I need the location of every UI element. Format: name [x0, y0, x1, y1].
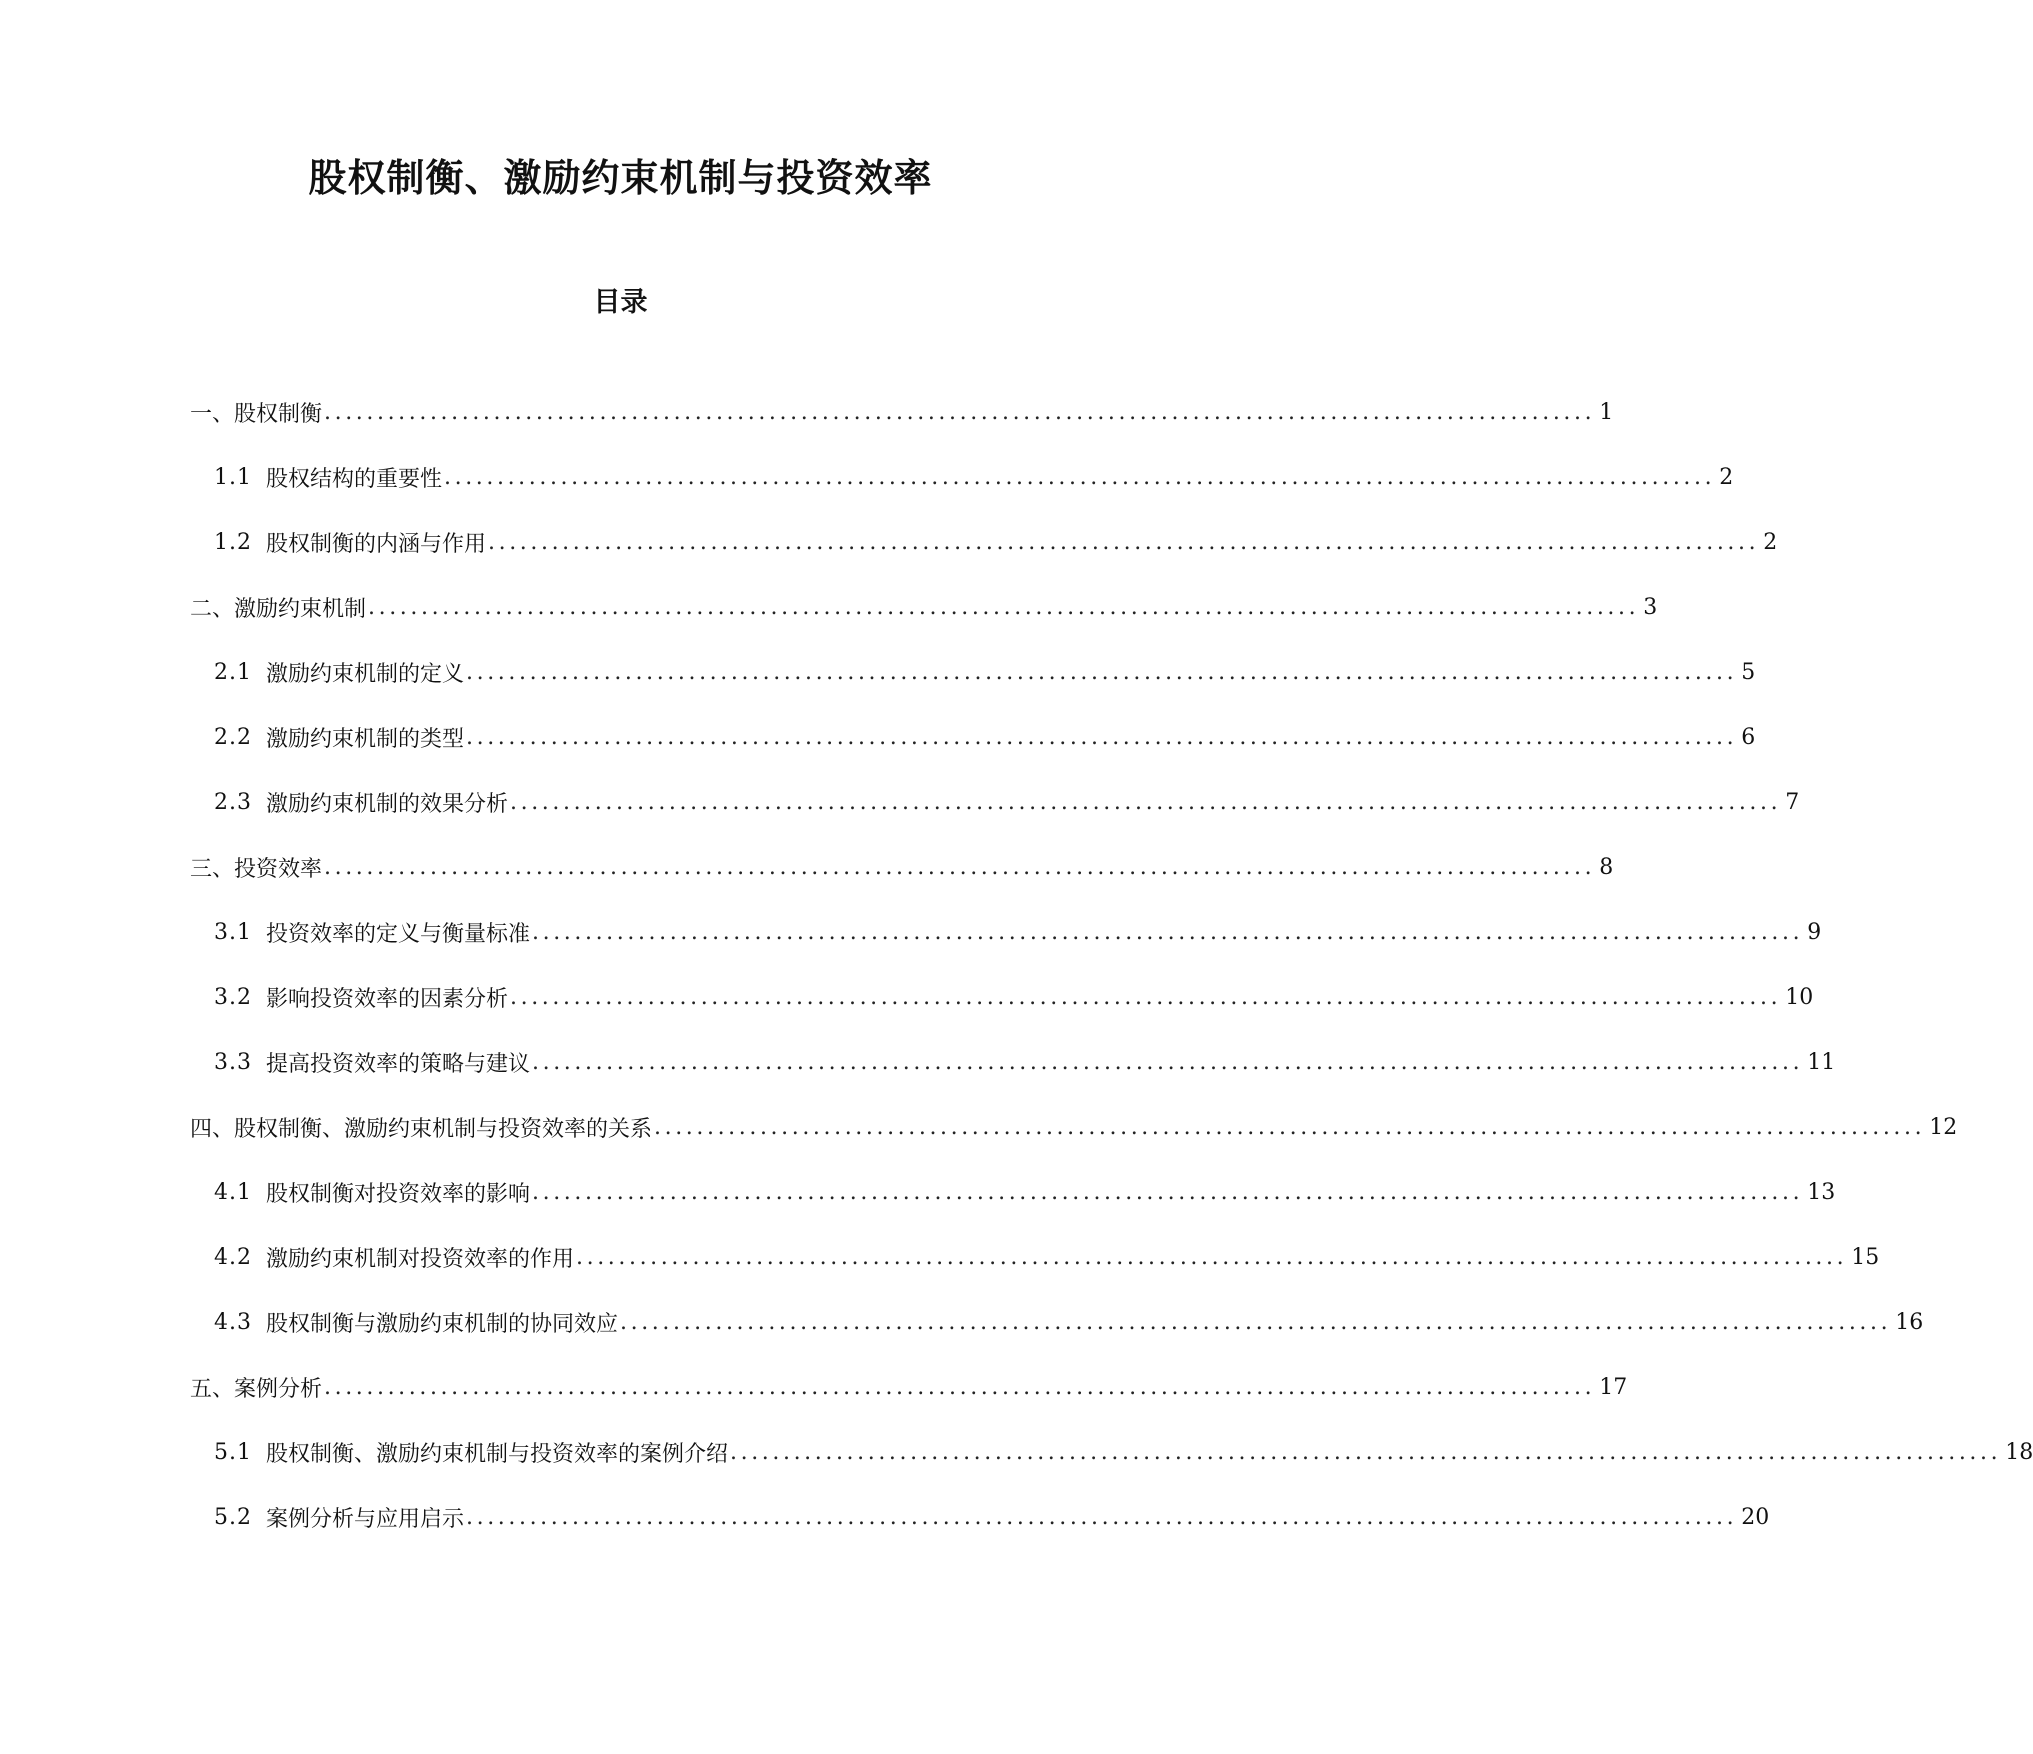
toc-entry-number: 5.2: [214, 1505, 252, 1530]
toc-entry-page-number: 8: [1599, 855, 1614, 880]
toc-heading: 目录: [593, 287, 648, 318]
toc-entry-page-number: 12: [1929, 1115, 1958, 1140]
toc-entry[interactable]: [0, 900, 1822, 965]
toc-entry-page-number: 2: [1763, 530, 1778, 555]
toc-entry[interactable]: [0, 575, 1658, 640]
toc-dot-leader: ........................................................................................................................: [368, 595, 1640, 620]
toc-entry-label: 影响投资效率的因素分析: [266, 987, 509, 1012]
toc-dot-leader: ........................................................................................................................: [324, 1375, 1596, 1400]
toc-entry-page-number: 6: [1741, 725, 1756, 750]
toc-entry-label: 股权制衡与激励约束机制的协同效应: [266, 1312, 619, 1337]
toc-entry[interactable]: [0, 510, 1778, 575]
toc-entry-number: 2.1: [214, 660, 252, 685]
toc-entry[interactable]: [0, 380, 1614, 445]
table-of-contents: [0, 380, 2033, 1550]
toc-dot-leader: ........................................................................................................................: [466, 660, 1738, 685]
toc-entry[interactable]: [0, 1355, 1628, 1420]
toc-entry-label: 股权制衡的内涵与作用: [266, 532, 487, 557]
toc-entry[interactable]: [0, 705, 1756, 770]
toc-entry-number: 4.3: [214, 1310, 252, 1335]
toc-entry-number: 2.3: [214, 790, 252, 815]
toc-dot-leader: ........................................................................................................................: [466, 1505, 1738, 1530]
toc-entry[interactable]: [0, 770, 1800, 835]
toc-entry-number: 4.1: [214, 1180, 252, 1205]
toc-entry-label: 激励约束机制对投资效率的作用: [266, 1247, 575, 1272]
toc-entry-page-number: 13: [1807, 1180, 1836, 1205]
toc-entry-page-number: 5: [1741, 660, 1756, 685]
toc-entry[interactable]: [0, 445, 1734, 510]
toc-entry-label: 激励约束机制的类型: [266, 727, 465, 752]
toc-entry[interactable]: [0, 1030, 1836, 1095]
toc-entry-page-number: 11: [1807, 1050, 1836, 1075]
toc-entry[interactable]: [0, 1485, 1770, 1550]
toc-entry-page-number: 2: [1719, 465, 1734, 490]
toc-entry[interactable]: [0, 640, 1756, 705]
toc-entry-label: 股权结构的重要性: [266, 467, 443, 492]
toc-dot-leader: ........................................................................................................................: [532, 1180, 1804, 1205]
toc-entry[interactable]: [0, 1160, 1836, 1225]
toc-entry-page-number: 20: [1741, 1505, 1770, 1530]
toc-entry[interactable]: [0, 1095, 1958, 1160]
toc-entry-label: 股权制衡对投资效率的影响: [266, 1182, 531, 1207]
toc-entry-number: 3.3: [214, 1050, 252, 1075]
toc-entry-number: 1.2: [214, 530, 252, 555]
toc-entry-page-number: 7: [1785, 790, 1800, 815]
toc-entry-label: 二、激励约束机制: [190, 597, 367, 622]
toc-entry-page-number: 18: [2005, 1440, 2033, 1465]
toc-dot-leader: ........................................................................................................................: [730, 1440, 2002, 1465]
toc-entry-label: 提高投资效率的策略与建议: [266, 1052, 531, 1077]
toc-dot-leader: ........................................................................................................................: [510, 790, 1782, 815]
toc-entry-number: 4.2: [214, 1245, 252, 1270]
toc-entry-page-number: 16: [1895, 1310, 1924, 1335]
toc-dot-leader: ........................................................................................................................: [510, 985, 1782, 1010]
toc-dot-leader: ........................................................................................................................: [444, 465, 1716, 490]
toc-dot-leader: ........................................................................................................................: [466, 725, 1738, 750]
toc-dot-leader: ........................................................................................................................: [576, 1245, 1848, 1270]
toc-entry-label: 四、股权制衡、激励约束机制与投资效率的关系: [190, 1117, 653, 1142]
toc-entry-number: 3.1: [214, 920, 252, 945]
document-title: 股权制衡、激励约束机制与投资效率: [308, 155, 933, 200]
toc-entry-page-number: 3: [1643, 595, 1658, 620]
toc-entry-label: 股权制衡、激励约束机制与投资效率的案例介绍: [266, 1442, 729, 1467]
toc-entry[interactable]: [0, 965, 1814, 1030]
toc-entry-number: 2.2: [214, 725, 252, 750]
toc-entry-label: 五、案例分析: [190, 1377, 323, 1402]
toc-entry-label: 案例分析与应用启示: [266, 1507, 465, 1532]
toc-entry-number: 3.2: [214, 985, 252, 1010]
toc-entry-page-number: 9: [1807, 920, 1822, 945]
toc-entry-label: 三、投资效率: [190, 857, 323, 882]
toc-dot-leader: ........................................................................................................................: [488, 530, 1760, 555]
toc-dot-leader: ........................................................................................................................: [620, 1310, 1892, 1335]
toc-dot-leader: ........................................................................................................................: [324, 400, 1596, 425]
toc-entry-page-number: 10: [1785, 985, 1814, 1010]
toc-entry[interactable]: [0, 1290, 1924, 1355]
toc-dot-leader: ........................................................................................................................: [654, 1115, 1926, 1140]
toc-entry-label: 激励约束机制的效果分析: [266, 792, 509, 817]
toc-dot-leader: ........................................................................................................................: [324, 855, 1596, 880]
toc-entry-label: 投资效率的定义与衡量标准: [266, 922, 531, 947]
toc-entry-number: 1.1: [214, 465, 252, 490]
toc-entry[interactable]: [0, 1225, 1880, 1290]
toc-entry-number: 5.1: [214, 1440, 252, 1465]
toc-dot-leader: ........................................................................................................................: [532, 920, 1804, 945]
toc-entry-page-number: 1: [1599, 400, 1614, 425]
toc-entry[interactable]: [0, 1420, 2033, 1485]
toc-dot-leader: ........................................................................................................................: [532, 1050, 1804, 1075]
toc-entry-page-number: 15: [1851, 1245, 1880, 1270]
toc-entry-label: 激励约束机制的定义: [266, 662, 465, 687]
toc-entry[interactable]: [0, 835, 1614, 900]
toc-entry-page-number: 17: [1599, 1375, 1628, 1400]
toc-entry-label: 一、股权制衡: [190, 402, 323, 427]
